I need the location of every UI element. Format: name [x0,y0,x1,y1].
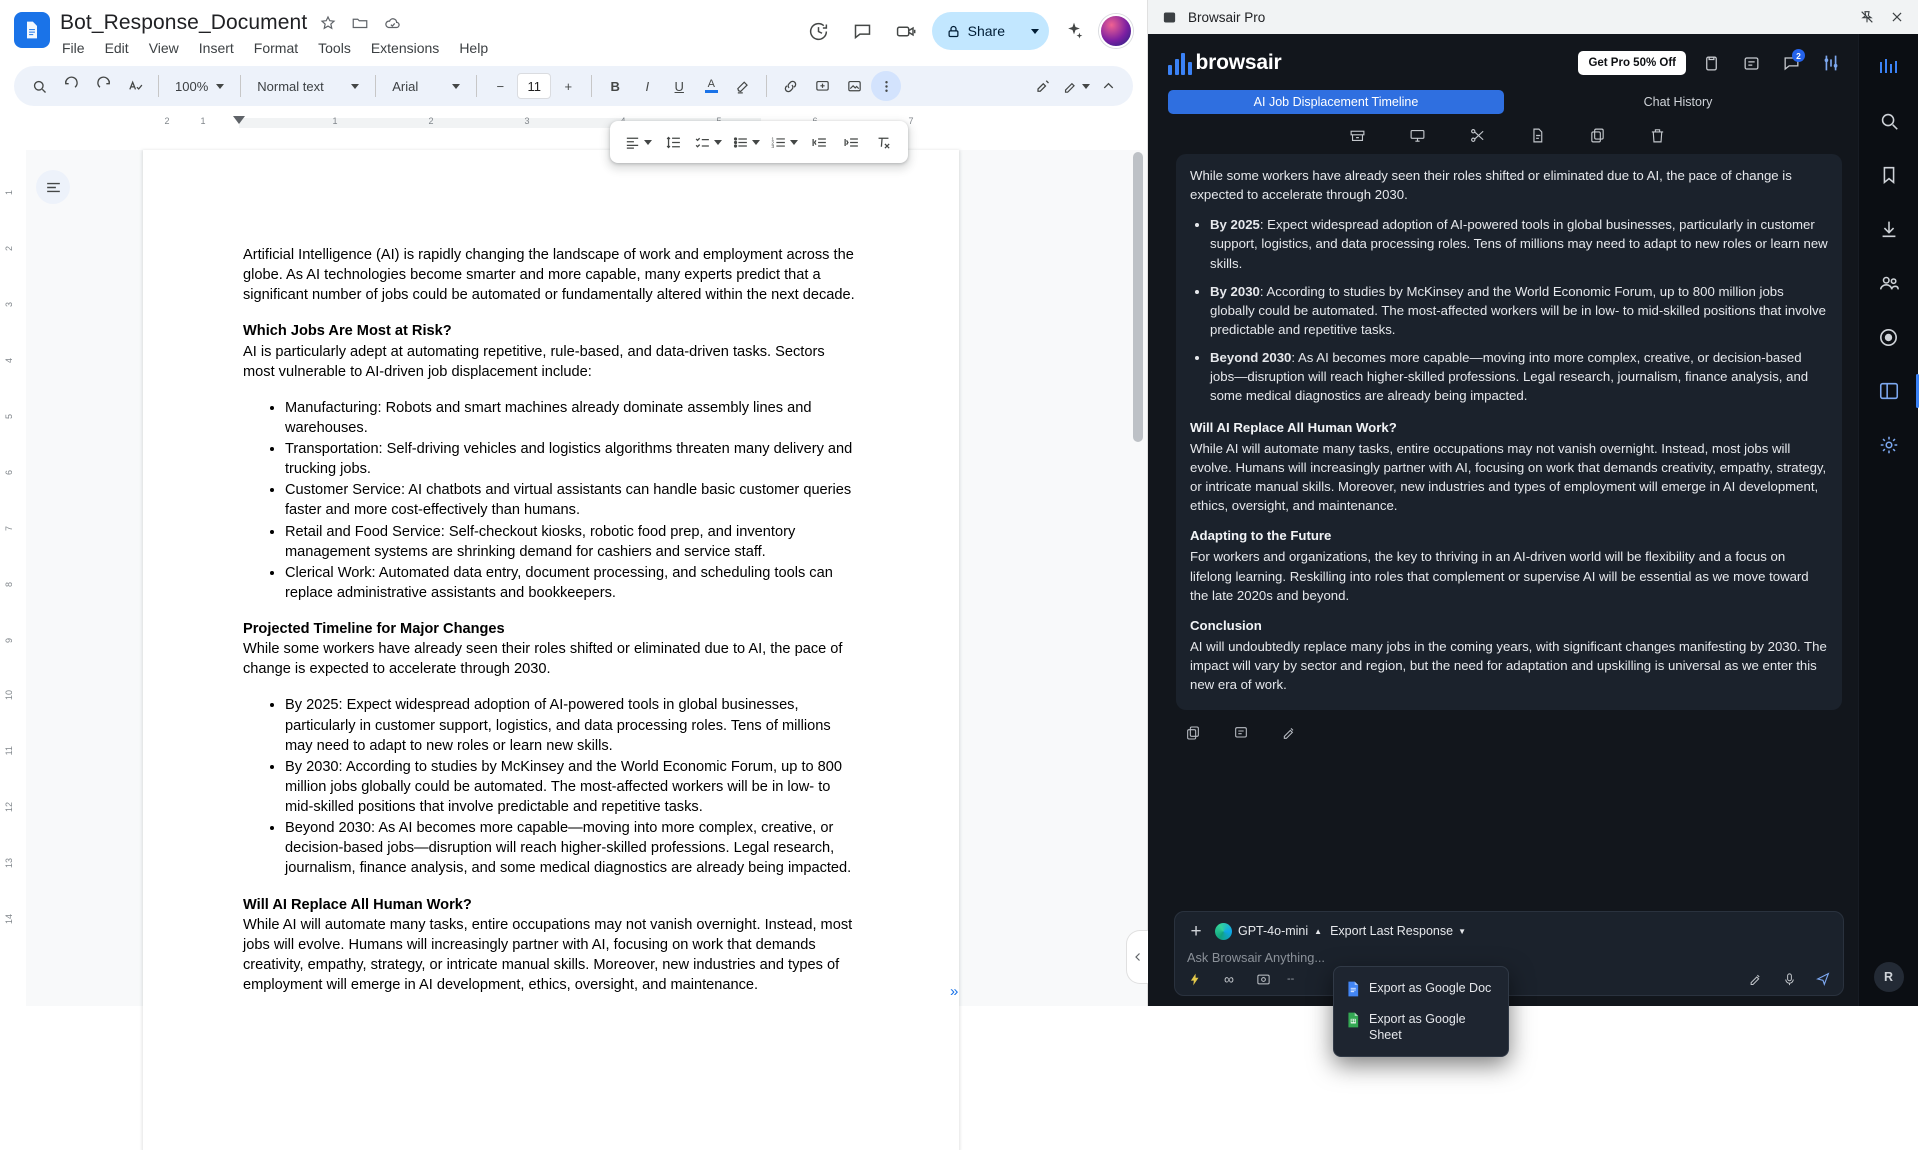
svg-text:3: 3 [771,144,775,150]
font-value: Arial [392,78,419,94]
panel-right-rail [1858,34,1918,1006]
chevron-left-icon[interactable] [1126,930,1148,984]
assistant-message [1176,154,1842,710]
doc-heading-timeline: Projected Timeline for Major Changes [243,621,505,637]
export-doc-label: Export as Google Doc [1369,980,1492,995]
ruler-tick: 2 [428,116,434,126]
list-item: • Clerical Work: Automated data entry, document processing, and scheduling tools can replace administrative assistants and bookkeepers. [285,563,859,603]
export-as-google-sheet-item[interactable] [1334,1004,1508,1051]
export-as-google-doc-item[interactable] [1334,973,1508,1004]
list-item: • By 2025: Expect widespread adoption of AI-powered tools in global businesses, particularly in customer support, logistics, and data processing roles. Tens of millions may need to adapt to new roles or learn new skills. [285,695,859,755]
equalizer-icon[interactable] [1816,48,1846,78]
line-spacing-icon[interactable] [658,127,688,157]
token-count: -- [1287,973,1295,985]
divider [591,75,592,97]
export-last-response-button[interactable] [1330,924,1466,938]
chevron-down-icon [351,84,359,89]
document-body[interactable] [143,150,959,995]
export-sheet-label: Export as Google Sheet [1369,1011,1466,1042]
clear-formatting-icon[interactable] [868,127,898,157]
doc-paragraph-intro: Artificial Intelligence (AI) is rapidly changing the landscape of work and employment across the globe. As AI technologies become smarter and more capable, many experts predict that a significant number of jobs could be automated or fundamentally altered within the next decade. [243,247,855,304]
ruler-tick: 4 [4,358,14,364]
infinity-label: ∞ [1224,971,1234,987]
font-size-input[interactable]: 11 [517,73,551,99]
share-label: Share [967,23,1005,39]
undo-icon[interactable] [56,71,86,101]
message-heading-conclusion: Conclusion [1190,617,1262,633]
panel-tabs [1156,84,1858,114]
ruler-tick: 1 [200,116,206,126]
paragraph-style-value: Normal text [257,78,324,94]
get-pro-button[interactable]: Get Pro 50% Off [1578,51,1686,75]
insert-image-icon[interactable] [839,71,869,101]
list-item: • Manufacturing: Robots and smart machines already dominate assembly lines and warehouses. [285,398,859,438]
message-heading-adapting: Adapting to the Future [1190,528,1332,544]
paragraph-float-toolbar [610,121,908,163]
browsair-panel [1148,0,1918,1042]
folder-move-icon[interactable] [349,12,371,34]
doc-heading-replace: Will AI Replace All Human Work? [243,896,472,913]
docs-top-bar [0,0,1147,62]
panel-content [1148,34,1858,1042]
ruler-tick: 14 [4,914,14,925]
add-comment-icon[interactable] [807,71,837,101]
document-icon[interactable] [1526,124,1548,146]
chevron-down-icon [714,140,722,145]
bullet-text: : According to studies by McKinsey and the World Economic Forum, up to 800 million jobs globally could be automated. The most-affected workers will be in low- to mid-skilled positions that involve predictable and repetitive tasks. [1210,283,1826,337]
google-sheets-icon [1346,1012,1360,1028]
menu-edit[interactable]: Edit [104,40,129,56]
bullet-lead: By 2030 [1210,283,1260,299]
chat-scroll-area[interactable] [1156,154,1858,905]
divider [158,75,159,97]
note-icon[interactable] [1230,722,1252,744]
chevron-down-icon [452,84,460,89]
paragraph-style-select[interactable] [249,71,367,101]
meet-camera-icon[interactable] [888,12,926,50]
ruler-tick: 7 [908,116,914,126]
scissors-icon[interactable] [1466,124,1488,146]
message-paragraph-adapting: For workers and organizations, the key to thriving in an AI-driven world will be flexibility and a focus on lifelong learning. Reskilling into roles that complement or supervise AI will be essential as we move toward the late 2020s and beyond. [1190,549,1809,603]
panel-title-bar [1148,0,1918,34]
panel-app-icon [1158,6,1180,28]
ruler-tick: 12 [4,802,14,813]
doc-title-block [60,10,800,58]
bolt-icon[interactable] [1185,969,1205,989]
download-icon[interactable] [1874,214,1904,244]
divider [375,75,376,97]
copy-icon[interactable] [1586,124,1608,146]
export-label: Export Last Response [1330,924,1454,938]
bullet-lead: Beyond 2030 [1210,350,1292,366]
document-scrollbar[interactable] [1133,152,1143,442]
lock-icon [946,24,961,39]
bold-button[interactable]: B [610,78,620,94]
ruler-tick: 1 [332,116,338,126]
horizontal-ruler[interactable] [0,114,1147,132]
message-action-row [1176,710,1842,744]
gemini-spark-icon[interactable] [1055,12,1093,50]
list-item: • Customer Service: AI chatbots and virtual assistants can handle basic customer queries faster and more cost-effectively than humans. [285,480,859,520]
menu-insert[interactable]: Insert [198,40,234,56]
pen-icon[interactable] [1061,71,1091,101]
doc-paragraph-risk-intro: AI is particularly adept at automating repetitive, rule-based, and data-driven tasks. Sectors most vulnerable to AI-driven job displacement include: [243,343,825,380]
screenshot-icon[interactable] [1253,969,1273,989]
ruler-tick: 5 [4,414,14,420]
chevron-down-icon [790,140,798,145]
search-icon[interactable] [24,71,54,101]
list-item [1210,215,1828,272]
document-page[interactable] [143,150,959,1150]
clipboard-icon[interactable] [1696,48,1726,78]
copy-icon[interactable] [1182,722,1204,744]
highlight-icon[interactable] [728,71,758,101]
font-select[interactable] [384,71,468,101]
chat-badge-count: 2 [1792,49,1805,62]
avatar[interactable] [1099,14,1133,48]
group-icon[interactable] [1874,268,1904,298]
add-attachment-button[interactable]: + [1190,920,1202,942]
list-item: • Retail and Food Service: Self-checkout kiosks, robotic food prep, and inventory management systems are shrinking demand for cashiers and service staff. [285,522,859,562]
bullet-text: : As AI becomes more capable—moving into more complex, creative, or decision-based jobs—disruption will reach higher-skilled professions. Legal research, journalism, finance analysis, and some medical diagnostics are already being impacted. [1210,350,1809,404]
zoom-value: 100% [175,78,209,94]
version-history-icon[interactable] [800,12,838,50]
layout-icon[interactable] [1874,376,1904,406]
collapse-toolbar-icon[interactable] [1093,71,1123,101]
expand-chevrons-icon[interactable]: » [950,983,957,1000]
divider [240,75,241,97]
increase-indent-icon[interactable] [836,127,866,157]
doc-heading-risk: Which Jobs Are Most at Risk? [243,323,452,340]
logo-mark-icon[interactable] [1874,52,1904,82]
composer [1174,911,1844,1042]
ruler-tick: 2 [164,116,170,126]
docs-menu-bar [60,38,800,58]
ruler-tick: 3 [524,116,530,126]
edit-icon[interactable] [1278,722,1300,744]
message-intro: While some workers have already seen their roles shifted or eliminated due to AI, the pace of change is expected to accelerate through 2030. [1190,168,1792,203]
record-icon[interactable] [1874,322,1904,352]
trash-icon[interactable] [1646,124,1668,146]
tab-chat-history[interactable]: Chat History [1643,95,1713,109]
panel-mini-toolbar [1156,114,1858,154]
chat-input[interactable]: Ask Browsair Anything... [1187,950,1325,965]
composer-bottom-row [1185,967,1833,989]
menu-tools[interactable]: Tools [318,40,351,56]
align-left-icon[interactable] [620,127,656,157]
list-item [1210,348,1828,405]
italic-button[interactable]: I [645,78,650,94]
menu-help[interactable]: Help [459,40,489,56]
chevron-down-icon [1031,29,1039,34]
google-docs-icon [1346,981,1360,997]
model-selector[interactable] [1215,923,1322,940]
panel-window-title: Browsair Pro [1188,9,1266,25]
bookmark-icon[interactable] [1874,160,1904,190]
star-icon[interactable] [317,12,339,34]
docs-top-right-actions [800,12,1133,50]
notes-icon[interactable] [1736,48,1766,78]
checklist-icon[interactable] [690,127,726,157]
decrease-font-size-button[interactable]: − [496,78,505,94]
microphone-icon[interactable] [1779,969,1799,989]
chevron-up-icon: ▲ [1314,926,1323,936]
share-button[interactable] [932,12,1021,50]
openai-icon [1215,923,1232,940]
logo-mark-icon [1168,53,1192,75]
ruler-tick: 9 [4,638,14,644]
docs-toolbar [14,66,1133,106]
ruler-tick: 8 [4,582,14,588]
ruler-tick: 7 [4,526,14,532]
document-outline-icon[interactable] [36,170,70,204]
composer-top-row [1185,920,1833,942]
vertical-ruler [0,150,26,1006]
ruler-tick: 6 [4,470,14,476]
editing-mode-icon[interactable] [1029,71,1059,101]
doc-paragraph-timeline-intro: While some workers have already seen their roles shifted or eliminated due to AI, the pace of change is expected to accelerate through 2030. [243,641,843,678]
underline-button[interactable]: U [674,78,684,94]
comment-icon[interactable] [844,12,882,50]
rail-user-avatar[interactable]: R [1874,962,1904,992]
message-paragraph-replace: While AI will automate many tasks, entire occupations may not vanish overnight. Instead, most jobs will evolve. Humans will increasingly partner with AI, focusing on work that demands creativity, empathy, strategy, or intricate manual skills. Moreover, new industries and types of employment will emerge in AI development, ethics, oversight, and maintenance. [1190,440,1827,514]
pen-icon[interactable] [1745,969,1765,989]
svg-text:1: 1 [771,136,775,142]
ruler-tick: 11 [4,746,14,756]
share-dropdown-button[interactable] [1021,12,1049,50]
tab-ai-job-displacement-timeline[interactable]: AI Job Displacement Timeline [1168,90,1504,114]
list-item: • By 2030: According to studies by McKinsey and the World Economic Forum, up to 800 million jobs globally could be automated. The most-affected workers will be in low- to mid-skilled positions that involve predictable and repetitive tasks. [285,757,859,817]
chevron-down-icon [1082,84,1090,89]
menu-extensions[interactable]: Extensions [370,40,440,56]
message-bullets [1190,215,1828,405]
svg-text:2: 2 [771,140,775,146]
text-color-button[interactable] [696,71,726,101]
numbered-list-icon[interactable] [766,127,802,157]
doc-list-risk [243,398,859,603]
divider [476,75,477,97]
google-docs-icon[interactable] [14,12,50,48]
bulleted-list-icon[interactable] [728,127,764,157]
indent-marker[interactable] [233,116,245,124]
ruler-tick: 13 [4,858,14,869]
doc-list-timeline [243,695,859,878]
close-icon[interactable] [1886,6,1908,28]
docs-canvas[interactable] [0,150,1147,1006]
menu-view[interactable]: View [148,40,179,56]
ruler-tick: 1 [4,190,14,196]
message-paragraph-conclusion: AI will undoubtedly replace many jobs in the coming years, with significant changes manifesting by 2030. The impact will vary by sector and region, but the need for adaptation and upskilling is universal as we enter this new era of work. [1190,638,1827,693]
search-icon[interactable] [1874,106,1904,136]
page-title[interactable]: Bot_Response_Document [60,11,308,34]
ruler-tick: 3 [4,302,14,308]
list-item [1210,282,1828,339]
increase-font-size-button[interactable]: + [564,78,573,94]
more-options-icon[interactable] [871,71,901,101]
model-name: GPT-4o-mini [1238,924,1309,938]
ruler-tick: 10 [4,690,14,701]
text-color-label: A [707,78,715,90]
panel-main [1148,34,1918,1042]
menu-format[interactable]: Format [253,40,299,56]
insert-link-icon[interactable] [775,71,805,101]
brand-name: browsair [1195,51,1282,74]
cloud-saved-icon[interactable] [381,12,403,34]
send-icon[interactable] [1813,969,1833,989]
chevron-down-icon [216,84,224,89]
doc-paragraph-replace: While AI will automate many tasks, entire occupations may not vanish overnight. Instead, most jobs will evolve. Humans will increasingly partner with AI, focusing on work that demands creativity, empathy, strategy, or intricate manual skills. Moreover, new industries and types of employment will emerge in AI development, ethics, oversight, and maintenance. [243,916,853,993]
spellcheck-icon[interactable] [120,71,150,101]
panel-brand-row [1156,34,1858,84]
chat-bubble-icon[interactable] [1776,48,1806,78]
redo-icon[interactable] [88,71,118,101]
decrease-indent-icon[interactable] [804,127,834,157]
chevron-down-icon [752,140,760,145]
menu-file[interactable]: File [62,40,85,56]
bullet-text: : Expect widespread adoption of AI-powered tools in global businesses, particularly in customer support, logistics, and data processing roles. Tens of millions may need to adapt to new roles or learn new skills. [1210,217,1828,271]
divider [766,75,767,97]
list-item: • Transportation: Self-driving vehicles and logistics algorithms threaten many delivery and trucking jobs. [285,439,859,479]
zoom-select[interactable] [167,71,232,101]
text-color-swatch [705,90,718,93]
ruler-tick: 2 [4,246,14,252]
monitor-icon[interactable] [1406,124,1428,146]
message-heading-replace: Will AI Replace All Human Work? [1190,419,1397,435]
settings-icon[interactable] [1874,430,1904,460]
bullet-lead: By 2025 [1210,217,1260,233]
chevron-down-icon [644,140,652,145]
export-dropdown-menu [1333,966,1509,1058]
chevron-down-icon: ▼ [1458,926,1466,936]
unpin-icon[interactable] [1856,6,1878,28]
browsair-logo [1168,51,1281,75]
archive-icon[interactable] [1346,124,1368,146]
list-item: • Beyond 2030: As AI becomes more capable—moving into more complex, creative, or decision-based jobs—disruption will reach higher-skilled professions. Legal research, journalism, finance analysis, and some medical diagnostics are already being impacted. [285,818,859,878]
